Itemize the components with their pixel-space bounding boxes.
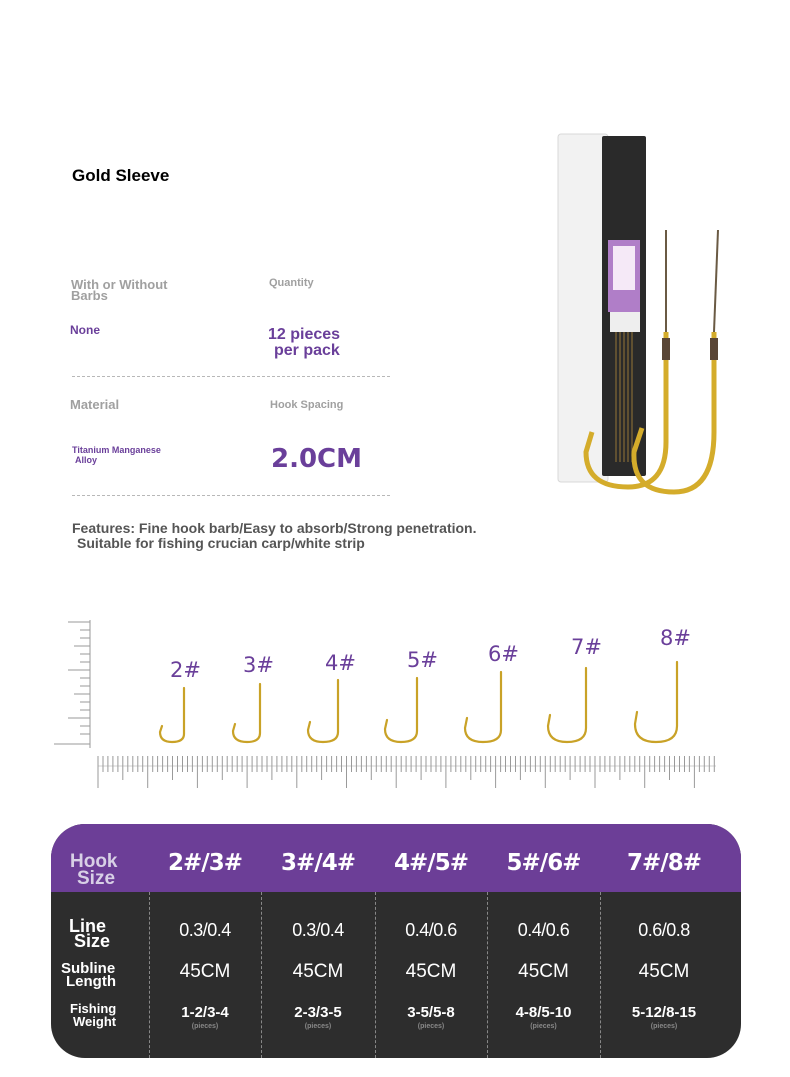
cell-value: 3-5/5-8 — [407, 1004, 455, 1021]
row-label-line2: Weight — [73, 1014, 117, 1029]
line-leader — [714, 230, 718, 332]
hook-size-label: 2# — [170, 658, 201, 682]
cell-value: 5-12/8-15 — [631, 1004, 697, 1021]
product-title: Gold Sleeve — [72, 166, 170, 185]
header-label — [70, 853, 118, 887]
header-label-line2: Size — [77, 868, 116, 889]
hook-wrap — [710, 338, 718, 360]
column-header: 7#/8# — [627, 850, 701, 876]
row-label-line2: Length — [66, 973, 116, 990]
material-label: Material — [70, 397, 120, 412]
column-header: 2#/3# — [168, 850, 242, 876]
cell-value: 2-3/3-5 — [294, 1004, 342, 1021]
row-label-subline-length — [61, 962, 116, 988]
table-cell: 0.3/0.4 — [292, 920, 344, 940]
table-cell — [261, 1004, 375, 1030]
features-text — [72, 521, 477, 551]
unit-label: (pieces) — [304, 1023, 332, 1030]
vertical-ruler — [54, 620, 94, 748]
features-line2: Suitable for fishing crucian carp/white strip — [77, 535, 365, 551]
spacing-label: Hook Spacing — [270, 399, 344, 411]
column-header: 3#/4# — [281, 850, 355, 876]
hook-size-label: 7# — [571, 635, 602, 659]
table-cell: 45CM — [638, 961, 690, 982]
quantity-value-line1: 12 pieces — [268, 326, 341, 343]
header-label-line1: Hook — [70, 851, 118, 872]
material-value-line1: Titanium Manganese — [72, 445, 161, 455]
table-cell — [600, 1004, 728, 1030]
table-cell: 0.3/0.4 — [179, 920, 231, 940]
unit-label: (pieces) — [530, 1023, 557, 1030]
material-value-line2: Alloy — [75, 455, 98, 465]
unit-label: (pieces) — [191, 1023, 219, 1030]
unit-label: (pieces) — [417, 1023, 445, 1030]
divider — [72, 495, 390, 496]
barbs-label — [71, 279, 201, 301]
quantity-label: Quantity — [269, 277, 314, 289]
column-header: 4#/5# — [394, 850, 468, 876]
hook-size-7 — [548, 668, 586, 742]
table-cell — [487, 1004, 600, 1030]
row-label-line-size — [69, 916, 111, 951]
table-cell — [149, 1004, 261, 1030]
horizontal-ruler — [96, 752, 718, 790]
hook-size-label: 8# — [660, 626, 691, 650]
table-cell: 0.4/0.6 — [517, 920, 570, 940]
hook-size-8 — [635, 662, 677, 742]
hook-size-label: 4# — [325, 651, 356, 675]
table-cell: 45CM — [518, 961, 569, 982]
cell-value: 1-2/3-4 — [181, 1004, 229, 1021]
spec-table — [51, 824, 741, 1058]
case-label-inner — [613, 246, 635, 290]
table-cell: 45CM — [292, 961, 344, 982]
spacing-value: 2.0CM — [271, 444, 363, 474]
hook-size-label: 5# — [407, 648, 438, 672]
clear-case — [558, 134, 608, 482]
hook-size-label: 3# — [243, 653, 274, 677]
table-cell: 45CM — [179, 961, 231, 982]
hook-size-3 — [233, 684, 260, 742]
product-image — [556, 132, 736, 512]
row-label-fishing-weight — [70, 1002, 116, 1028]
row-label-line1: Subline — [61, 960, 116, 977]
row-label-line2: Size — [74, 931, 111, 951]
divider — [72, 376, 390, 377]
hook-wrap — [662, 338, 670, 360]
barbs-value: None — [70, 323, 100, 337]
features-line1: Features: Fine hook barb/Easy to absorb/Strong penetration. — [72, 520, 477, 536]
hook-size-6 — [465, 672, 501, 742]
table-cell: 45CM — [405, 961, 457, 982]
material-value — [72, 445, 161, 465]
table-cell — [375, 1004, 487, 1030]
hook-size-2 — [160, 688, 184, 742]
barbs-label-text: With or Without Barbs — [71, 277, 168, 303]
hook-size-4 — [308, 680, 338, 742]
unit-label: (pieces) — [650, 1023, 678, 1030]
quantity-value-line2: per pack — [274, 342, 340, 359]
table-cell: 0.6/0.8 — [638, 920, 690, 940]
table-cell: 0.4/0.6 — [405, 920, 457, 940]
quantity-value — [268, 327, 340, 359]
column-header: 5#/6# — [506, 850, 581, 876]
row-label-line1: Line — [69, 916, 107, 936]
hook-size-5 — [385, 678, 417, 742]
case-sticker — [610, 312, 640, 332]
row-label-line1: Fishing — [70, 1001, 117, 1016]
hook-size-illustrations — [150, 660, 710, 750]
cell-value: 4-8/5-10 — [515, 1004, 572, 1021]
hook-size-label: 6# — [488, 642, 519, 666]
